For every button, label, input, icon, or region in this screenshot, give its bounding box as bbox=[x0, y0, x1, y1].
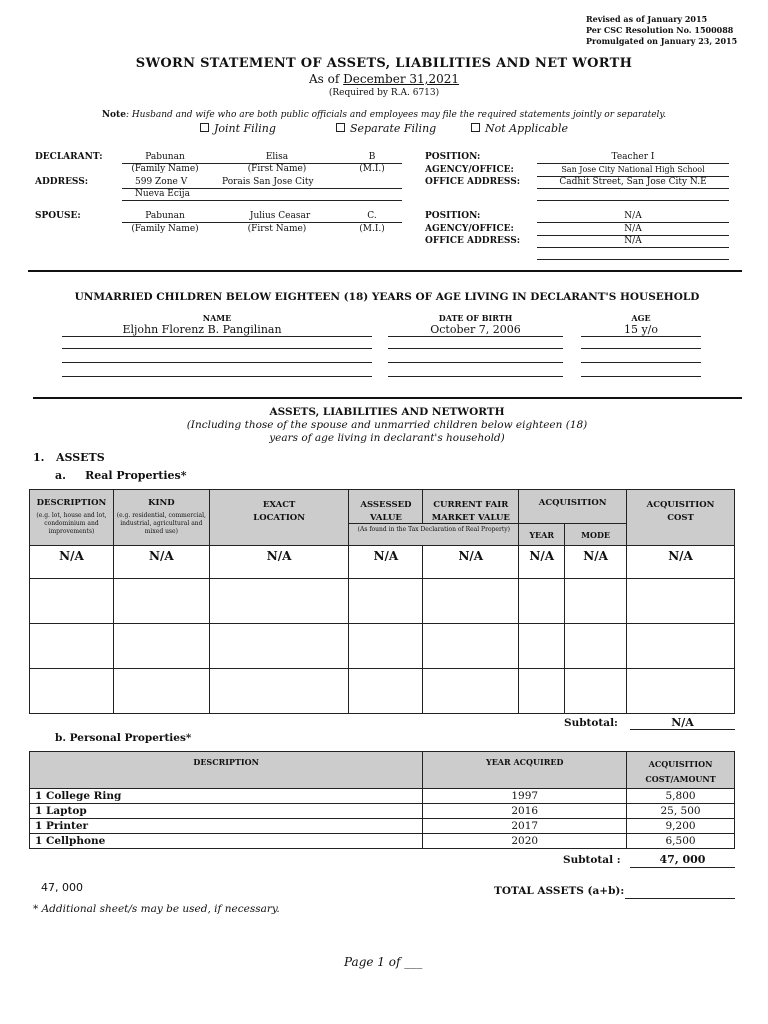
declarant-position: Teacher I bbox=[611, 152, 655, 162]
as-of-label: As of bbox=[308, 72, 340, 86]
real-cell: N/A bbox=[519, 546, 565, 579]
pp-description: 1 Cellphone bbox=[30, 834, 423, 849]
address-line1b: Porais San Jose City bbox=[222, 177, 314, 187]
spouse-office-address-label: OFFICE ADDRESS: bbox=[425, 236, 521, 246]
handwritten-total: 47, 000 bbox=[41, 881, 83, 894]
not-applicable-option[interactable] bbox=[471, 122, 568, 135]
personal-properties-table bbox=[29, 751, 735, 849]
col-location: EXACT LOCATION bbox=[209, 490, 349, 546]
assets-title: ASSETS, LIABILITIES AND NETWORTH bbox=[269, 406, 505, 418]
col-acquisition: ACQUISITION bbox=[519, 490, 627, 524]
revision-line: Revised as of January 2015 bbox=[586, 14, 708, 24]
assets-subtitle: (Including those of the spouse and unmarried children below eighteen (18) bbox=[186, 419, 588, 431]
revision-line: Promulgated on January 23, 2015 bbox=[586, 36, 738, 46]
child-name: Eljohn Florenz B. Pangilinan bbox=[122, 323, 282, 336]
revision-block bbox=[586, 14, 737, 47]
first-name-caption: (First Name) bbox=[247, 224, 307, 234]
joint-filing-option[interactable] bbox=[200, 122, 276, 135]
note-label: Note bbox=[101, 110, 126, 120]
spouse-label: SPOUSE: bbox=[35, 211, 81, 221]
assets-subtitle: years of age living in declarant's household) bbox=[269, 432, 505, 444]
real-cell: N/A bbox=[349, 546, 423, 579]
real-cell: N/A bbox=[113, 546, 209, 579]
personal-properties-heading: b. Personal Properties* bbox=[55, 732, 192, 744]
pp-subtotal-value: 47, 000 bbox=[659, 853, 706, 866]
assets-heading: 1. ASSETS bbox=[33, 451, 105, 464]
declarant-office-address: Cadhit Street, San Jose City N.E bbox=[559, 177, 707, 187]
total-assets-label: TOTAL ASSETS (a+b): bbox=[494, 885, 625, 897]
col-pp-year: YEAR ACQUIRED bbox=[423, 752, 627, 789]
real-cell: N/A bbox=[423, 546, 519, 579]
pp-year: 2016 bbox=[423, 804, 627, 819]
pp-subtotal-label: Subtotal : bbox=[563, 854, 621, 866]
additional-sheet-note: * Additional sheet/s may be used, if necessary. bbox=[33, 903, 280, 915]
spouse-agency-label: AGENCY/OFFICE: bbox=[425, 224, 514, 234]
agency-label: AGENCY/OFFICE: bbox=[425, 165, 514, 175]
col-acquisition-cost: ACQUISITION COST bbox=[627, 490, 735, 546]
spouse-mi: C. bbox=[367, 211, 377, 221]
note-text: : Husband and wife who are both public officials and employees may file the required statements jointly or separately. bbox=[125, 110, 667, 120]
address-label: ADDRESS: bbox=[35, 177, 89, 187]
office-address-label: OFFICE ADDRESS: bbox=[425, 177, 521, 187]
pp-description: 1 Printer bbox=[30, 819, 423, 834]
spouse-first-name: Julius Ceasar bbox=[249, 211, 311, 221]
option-label: Joint Filing bbox=[214, 122, 276, 135]
family-name-caption: (Family Name) bbox=[131, 224, 199, 234]
declarant-first-name: Elisa bbox=[265, 152, 289, 162]
pp-cost: 6,500 bbox=[627, 834, 735, 849]
real-cell: N/A bbox=[30, 546, 114, 579]
option-label: Not Applicable bbox=[485, 122, 569, 135]
checkbox-icon[interactable] bbox=[200, 123, 209, 132]
as-of-line bbox=[0, 72, 768, 86]
address-line1a: 599 Zone V bbox=[135, 177, 188, 187]
revision-line: Per CSC Resolution No. 1500088 bbox=[586, 25, 734, 35]
spouse-office-address: N/A bbox=[624, 236, 642, 246]
separate-filing-option[interactable] bbox=[336, 122, 436, 135]
family-name-caption: (Family Name) bbox=[131, 164, 199, 174]
child-age: 15 y/o bbox=[623, 323, 659, 336]
first-name-caption: (First Name) bbox=[247, 164, 307, 174]
real-properties-table bbox=[29, 489, 735, 714]
pp-cost: 25, 500 bbox=[627, 804, 735, 819]
spouse-position: N/A bbox=[624, 211, 642, 221]
pp-description: 1 Laptop bbox=[30, 804, 423, 819]
col-fair-market: CURRENT FAIR MARKET VALUE bbox=[423, 490, 519, 524]
real-cell: N/A bbox=[209, 546, 349, 579]
pp-cost: 9,200 bbox=[627, 819, 735, 834]
pp-year: 1997 bbox=[423, 789, 627, 804]
position-label: POSITION: bbox=[425, 152, 481, 162]
children-title: UNMARRIED CHILDREN BELOW EIGHTEEN (18) YEARS OF AGE LIVING IN DECLARANT'S HOUSEHOLD bbox=[74, 291, 700, 303]
mi-caption: (M.I.) bbox=[359, 164, 385, 174]
page-label: Page 1 of bbox=[344, 955, 401, 969]
children-col-name: NAME bbox=[202, 313, 232, 323]
child-dob: October 7, 2006 bbox=[430, 323, 521, 336]
as-of-date: December 31,2021 bbox=[343, 72, 460, 86]
children-col-dob: DATE OF BIRTH bbox=[438, 313, 513, 323]
real-subtotal-value: N/A bbox=[671, 716, 694, 729]
col-kind: KIND (e.g. residential, commercial, industrial, agricultural and mixed use) bbox=[113, 490, 209, 546]
col-pp-description: DESCRIPTION bbox=[30, 752, 423, 789]
page-blank: ___ bbox=[404, 955, 423, 969]
real-cell: N/A bbox=[565, 546, 627, 579]
spouse-position-label: POSITION: bbox=[425, 211, 481, 221]
real-subtotal-label: Subtotal: bbox=[564, 717, 618, 729]
pp-year: 2017 bbox=[423, 819, 627, 834]
option-label: Separate Filing bbox=[350, 122, 437, 135]
col-description: DESCRIPTION (e.g. lot, house and lot, condominium and improvements) bbox=[30, 490, 114, 546]
real-properties-heading: a. Real Properties* bbox=[55, 469, 187, 482]
form-title: SWORN STATEMENT OF ASSETS, LIABILITIES AND NET WORTH bbox=[135, 56, 633, 71]
spouse-family-name: Pabunan bbox=[145, 211, 185, 221]
tax-declaration-note: (As found in the Tax Declaration of Real Property) bbox=[349, 524, 519, 546]
pp-year: 2020 bbox=[423, 834, 627, 849]
note-line bbox=[0, 110, 768, 120]
col-mode: MODE bbox=[565, 524, 627, 546]
required-by: (Required by R.A. 6713) bbox=[328, 88, 440, 98]
spouse-agency: N/A bbox=[624, 224, 642, 234]
declarant-agency: San Jose City National High School bbox=[561, 165, 705, 174]
col-assessed: ASSESSED VALUE bbox=[349, 490, 423, 524]
col-year: YEAR bbox=[519, 524, 565, 546]
address-line2: Nueva Ecija bbox=[135, 189, 190, 199]
declarant-mi: B bbox=[368, 152, 376, 162]
col-pp-cost: ACQUISITION COST/AMOUNT bbox=[627, 752, 735, 789]
mi-caption: (M.I.) bbox=[359, 224, 385, 234]
checkbox-icon[interactable] bbox=[336, 123, 345, 132]
checkbox-icon[interactable] bbox=[471, 123, 480, 132]
declarant-family-name: Pabunan bbox=[145, 152, 185, 162]
pp-description: 1 College Ring bbox=[30, 789, 423, 804]
real-cell: N/A bbox=[627, 546, 735, 579]
declarant-label: DECLARANT: bbox=[35, 152, 103, 162]
page-number bbox=[344, 955, 422, 969]
children-col-age: AGE bbox=[631, 313, 651, 323]
pp-cost: 5,800 bbox=[627, 789, 735, 804]
